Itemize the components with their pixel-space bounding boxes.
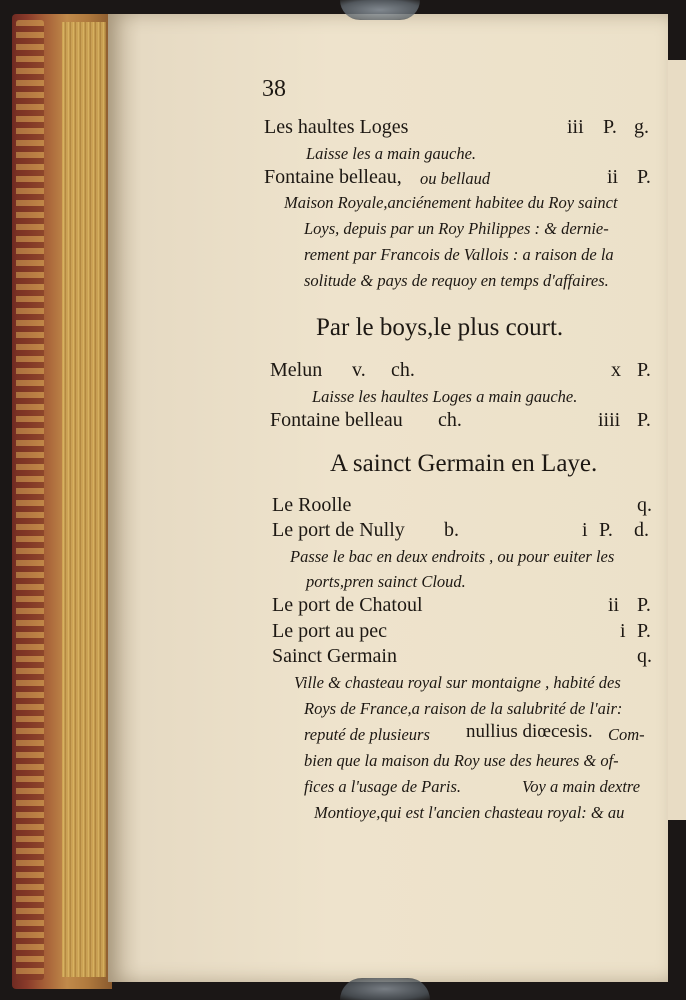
entry-suffix: d. xyxy=(634,519,649,541)
entry-place: Le Roolle xyxy=(272,494,352,516)
entry-mark: P. xyxy=(599,519,613,541)
entry-mark: P. xyxy=(637,409,651,431)
note-line: ports,pren sainct Cloud. xyxy=(306,572,466,591)
note-line: Passe le bac en deux endroits , ou pour euiter les xyxy=(290,547,615,566)
entry-place: Le port de Nully xyxy=(272,519,405,541)
note-line: Com- xyxy=(608,725,645,744)
entry-distance: i xyxy=(620,620,626,642)
entry-distance: i xyxy=(582,519,588,541)
entry-place: Le port de Chatoul xyxy=(272,594,423,616)
entry-via: v. xyxy=(352,359,366,381)
entry-mark: P. xyxy=(603,116,617,138)
entry-distance: iii xyxy=(567,116,584,138)
entry-suffix: g. xyxy=(634,116,649,138)
note-line: rement par Francois de Vallois : a raison de la xyxy=(304,245,614,264)
entry-place: Fontaine belleau xyxy=(270,409,403,431)
entry-suffix: q. xyxy=(637,494,652,516)
entry-mark: P. xyxy=(637,620,651,642)
entry-mark: P. xyxy=(637,359,651,381)
top-clip xyxy=(340,0,420,20)
entry-place-alt: ou bellaud xyxy=(420,169,491,188)
gilt-page-edges xyxy=(62,22,106,977)
bottom-clip xyxy=(340,978,430,1000)
entry-distance: ii xyxy=(608,594,620,616)
note-line: Loys, depuis par un Roy Philippes : & dernie- xyxy=(304,219,609,238)
section-heading: A sainct Germain en Laye. xyxy=(330,450,598,477)
entry-place: Sainct Germain xyxy=(272,645,397,667)
entry-place: Fontaine belleau, xyxy=(264,166,402,188)
section-heading: Par le boys,le plus court. xyxy=(316,314,564,341)
entry-distance: iiii xyxy=(598,409,621,431)
entry-extra: b. xyxy=(444,519,459,541)
entry-distance: x xyxy=(611,359,621,381)
note-line: bien que la maison du Roy use des heures & of- xyxy=(304,751,619,770)
note-line: fices a l'usage de Paris. xyxy=(304,777,462,796)
note-line: reputé de plusieurs xyxy=(304,725,430,744)
entry-place: Le port au pec xyxy=(272,620,387,642)
note-line: solitude & pays de requoy en temps d'affaires. xyxy=(304,271,609,290)
facing-page-edge xyxy=(668,60,686,820)
page-number: 38 xyxy=(262,76,286,102)
entry-distance: ii xyxy=(607,166,619,188)
entry-extra: ch. xyxy=(391,359,415,381)
note-line: Roys de France,a raison de la salubrité de l'air: xyxy=(304,699,623,718)
note-line: Maison Royale,anciénement habitee du Roy sainct xyxy=(284,193,618,212)
note-line: Voy a main dextre xyxy=(522,777,641,796)
note-latin: nullius diœcesis. xyxy=(466,721,593,742)
entry-suffix: q. xyxy=(637,645,652,667)
note-line: Ville & chasteau royal sur montaigne , habité des xyxy=(294,673,621,692)
note-line: Montioye,qui est l'ancien chasteau royal: & au xyxy=(314,803,625,822)
entry-place: Les haultes Loges xyxy=(264,116,409,138)
entry-note: Laisse les haultes Loges a main gauche. xyxy=(312,387,578,406)
marbled-edge-pattern xyxy=(16,20,44,980)
entry-mark: P. xyxy=(637,594,651,616)
entry-note: Laisse les a main gauche. xyxy=(306,144,477,163)
entry-place: Melun xyxy=(270,359,323,381)
entry-mark: P. xyxy=(637,166,651,188)
entry-extra: ch. xyxy=(438,409,462,431)
